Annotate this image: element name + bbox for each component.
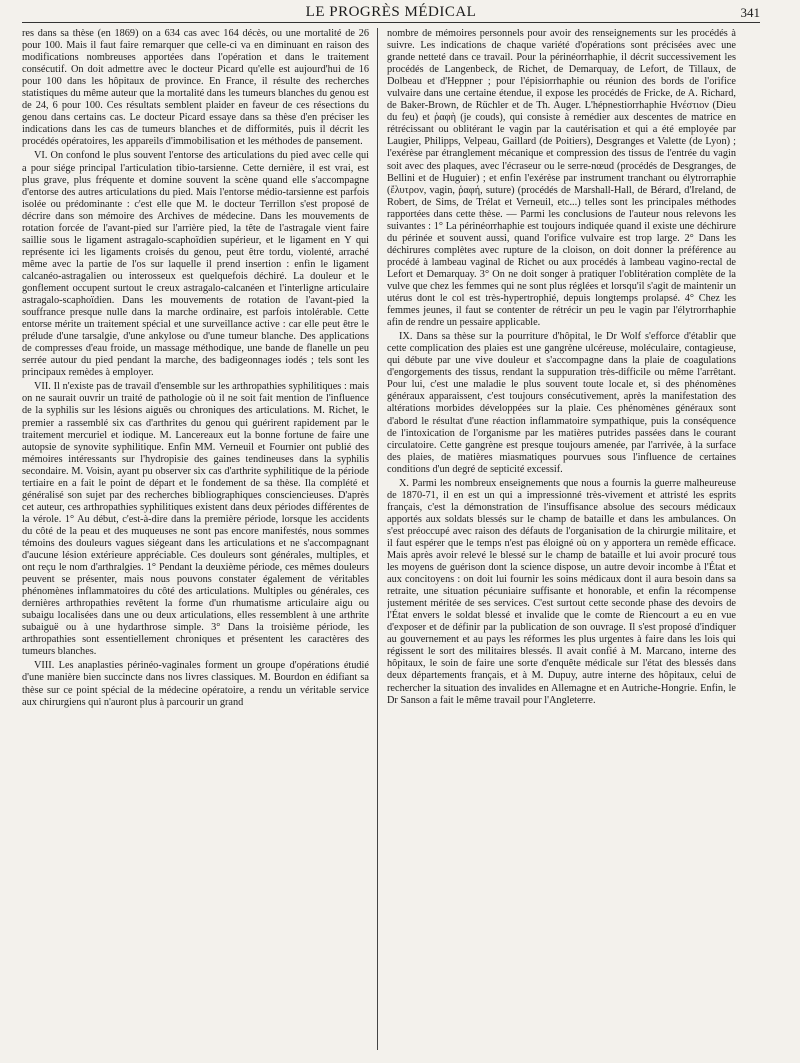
- section-viii: VIII. Les anaplasties périnéo-vaginales forment un groupe d'opérations étudié d'une manière bien succincte dans nos livres classiques. M. Bourdon en édifiant sa thèse sur ce point spécial de la médecine opératoire, a rendu un véritable service aux chirurgiens qui n'auront plus à parcourir un grand: [22, 660, 369, 708]
- right-column: [387, 28, 736, 1058]
- paragraph-continuation-right: nombre de mémoires personnels pour avoir des renseignements sur les procédés à suivre. Les indications de chaque variété d'opérations sont précisées avec une grande netteté dans ce travail. Pour la périnéorrhaphie, il décrit successivement les procédés de Langenbeck, de Richet, de Demarquay, de Lefort, de Tillaux, de Dolbeau et d'Heppner ; pour l'épisiorrhaphie ou réunion des bords de l'orifice vulvaire dans une certaine étendue, il expose les procédés de Fricke, de A. Richard, de Baker-Brown, de Rüchler et de Th. Auger. L'hépnestiorrhaphie Ηνέστιον (Dieu du feu) et ῥαφὴ (je couds), qui consiste à remédier aux descentes de matrice en rétrécissant ou oblitérant le vagin par la cautérisation et qui a été employée par Laugier, Philipps, Velpeau, Gaillard (de Poitiers), Desgranges et Valette (de Lyon) ; l'exérèse par étranglement mécanique et compression des tissus de l'entrée du vagin soit avec des plaques, avec l'écraseur ou le serre-nœud (procédés de Desgranges, de Bellini et de Huguier) ; et enfin l'exérèse par instrument tranchant ou élytrorraphie (ἔλυτρον, vagin, ῥαφή, suture) (procédés de Marshall-Hall, de Bérard, d'Ireland, de Robert, de Sims, de Trélat et Verneuil, etc...) telles sont les principales méthodes rapportées dans cette thèse. — Parmi les conclusions de l'auteur nous relevons les suivantes : 1° La périnéorrhaphie est toujours indiquée quand il existe une déchirure du périnée et souvent aussi, quand l'orifice vulvaire est trop large. 2° Dans les déchirures complètes avec rupture de la cloison, on doit donner la préférence au procédé à lambeau vaginal de Richet ou aux procédés à lambeau vagino-rectal de Lefort et Demarquay. 3° On ne doit songer à pratiquer l'oblitération complète de la vulve que chez les femmes qui ne sont plus réglées et lorsqu'il s'agit de maintenir un utérus dont le col est très-hypertrophié, depuis longtemps prolapsé. 4° Chez les femmes jeunes, il faut se contenter de rétrécir un peu le vagin par l'élytrorrhaphie afin de rendre un pessaire applicable.: [387, 28, 736, 329]
- running-title: LE PROGRÈS MÉDICAL: [305, 4, 477, 20]
- page-number: 341: [740, 5, 760, 20]
- section-vii: VII. Il n'existe pas de travail d'ensemble sur les arthropathies syphilitiques : mais on ne saurait ouvrir un traité de pathologie où il ne soit fait mention de l'influence de la syphilis sur les lésions aiguës ou chroniques des articulations. M. Richet, le premier a rassemblé six cas d'arthrites du genou qui guérirent rapidement par le traitement mercuriel et iodique. M. Lancereaux eut la bonne fortune de faire une autopsie de synovite syphilitique. Enfin MM. Verneuil et Fournier ont publié des mémoires intéressants sur l'hydropisie des gaines tendineuses dans la syphilis secondaire. M. Voisin, ayant pu observer six cas d'arthrite syphilitique de la période tertiaire en a fait le point de départ et le fondement de sa thèse. Ila complété et généralisé son sujet par des recherches bibliographiques consciencieuses. D'après cet auteur, ces arthropathies syphilitiques existent dans deux périodes différentes de la vérole. 1° Au début, c'est-à-dire dans la première période, lorsque les accidents du côté de la peau et des muqueuses ne sont pas encore manifestés, nous sommes témoins des douleurs vagues siégeant dans les articulations et ne s'accompagnant d'aucune lésion extérieure appréciable. Ces douleurs sont générales, multiples, et ont reçu le nom d'arthralgies. 1° Pendant la deuxième période, ces mêmes douleurs peuvent se présenter, mais nous pouvons constater également de véritables phénomènes inflammatoires du côté des articulations. Multiples ou générales, ces dernières arthropathies revêtent la forme d'un rhumatisme articulaire aigu ou subaigu localisées dans une ou deux articulations, elles ressemblent à une arthrite subaiguë ou à une hydarthrose simple. 3° Dans la troisième période, les arthropathies sont essentiellement chroniques et présentent les caractères des tumeurs blanches.: [22, 381, 369, 658]
- section-vi: VI. On confond le plus souvent l'entorse des articulations du pied avec celle qui a pour siége principal l'articulation tibio-tarsienne. Cette dernière, il est vrai, est plus grave, plus fréquente et domine souvent la scène quand elle s'accompagne d'entorse des autres articulations du pied. Mais l'entorse médio-tarsienne est parfois isolée ou prédominante : c'est elle que M. le docteur Terrillon s'est proposé de décrire dans son mémoire des Archives de médecine. Dans les mouvements de rotation forcée de l'avant-pied sur l'arrière pied, la tête de l'astragale vient faire saillie sous le ligament astragalo-scaphoïdien supérieur, et le ligament en Y qui représente ici les ligaments croisés du genou, peut être tordu, violenté, arraché même avec la partie de l'os sur laquelle il prend insertion : enfin le ligament calcanéo-astragalien ou interosseux est quelquefois déchiré. La douleur et le gonflement occupent surtout le creux astragalo-calcanéen et l'interligne articulaire astragalo-scaphoïdien. Dans les mouvements de rotation de l'avant-pied la souffrance presque nulle dans la marche ordinaire, est parfois intolérable. Cette entorse mérite un traitement spécial et une surveillance active : car elle peut être le prélude d'une tarsalgie, d'une ankylose ou d'une tumeur blanche. Des applications de compresses d'eau froide, un massage méthodique, une bande de flanelle un peu serrée autour du pied pendant la marche, des badigeonnages iodés ; tels sont les principaux remèdes à employer.: [22, 150, 369, 379]
- column-divider: [377, 28, 378, 1050]
- paragraph-continuation: res dans sa thèse (en 1869) on a 634 cas avec 164 décès, ou une mortalité de 26 pour 100. Mais il faut faire remarquer que celle-ci va en diminuant en raison des modifications nombreuses apportées dans l'opération et dans le traitement consécutif. On doit admettre avec le docteur Picard qu'elle est aujourd'hui de 16 pour 100 dans les hôpitaux de province. En France, il résulte des recherches statistiques du même auteur que la mortalité dans les tumeurs blanches du genou est de 24, 6 pour 100. Ces résultats semblent plaider en faveur de ces résections du genou dans certains cas. Le docteur Picard essaye dans sa thèse d'en préciser les indications dans les cas de tumeurs blanches et de difformités, puis il décrit les procédés opératoires, les appareils d'immobilisation et les méthodes de pansement.: [22, 28, 369, 148]
- left-column: [22, 28, 369, 1058]
- section-ix: IX. Dans sa thèse sur la pourriture d'hôpital, le Dr Wolf s'efforce d'établir que cette complication des plaies est une gangrène ulcéreuse, moléculaire, contagieuse, qui débute par une vive douleur et s'accompagne dans la plaie de coagulations d'engorgements des tissus, rendant la suppuration très-difficile ou même l'arrêtant. Pour lui, c'est une maladie le plus souvent toute locale et, si des phénomènes généraux apparaissent, c'est toujours consécutivement, après la manifestation des altérations morbides développées sur la plaie. Ces phénomènes généraux sont d'abord le résultat d'une réaction inflammatoire sympathique, puis la conséquence de l'intoxication de l'organisme par les matières putrides passées dans le courant circulatoire. Cette gangrène est presque toujours amenée, par l'arrivée, à la surface des plaies, de matières miasmatiques pourvues sous l'influence de certaines conditions d'un degré de septicité excessif.: [387, 331, 736, 475]
- running-header: [22, 4, 760, 23]
- section-x: X. Parmi les nombreux enseignements que nous a fournis la guerre malheureuse de 1870-71, il en est un qui a impressionné très-vivement et attristé les esprits français, c'est la démonstration de l'insuffisance absolue des secours médicaux apportés aux soldats blessés sur le champ de bataille et dans les ambulances. On s'est préoccupé avec raison des défauts de l'organisation de la chirurgie militaire, et il faut espérer que le temps n'est pas éloigné où on y apportera un remède efficace. Mais après avoir relevé le blessé sur le champ de bataille et lui avoir procuré tous les moyens de guérison dont la science dispose, un autre devoir incombe à l'État et aux concitoyens : on doit lui fournir les soins médicaux dont il aura besoin dans sa retraite, une situation pécuniaire suffisante et honorable, et enfin la récompense justement méritée de ses services. C'est surtout cette seconde phase des devoirs de l'État envers le soldat blessé et invalide que le comte de Riencourt a eu en vue d'exposer et de définir par la publication de son ouvrage. Il s'est proposé d'indiquer au gouvernement et au pays les réformes les plus urgentes à faire dans les lois qui régissent le sort des militaires blessés. Il avait confié à M. Marcano, interne des hôpitaux, le soin de faire une sorte d'enquête médicale sur l'état des blessés dans deux départements français, et à M. Dupuy, autre interne des hôpitaux, celui de rechercher la situation des invalides en Allemagne et en Autriche-Hongrie. Enfin, le Dr Sanson a fait le même travail pour l'Angleterre.: [387, 477, 736, 706]
